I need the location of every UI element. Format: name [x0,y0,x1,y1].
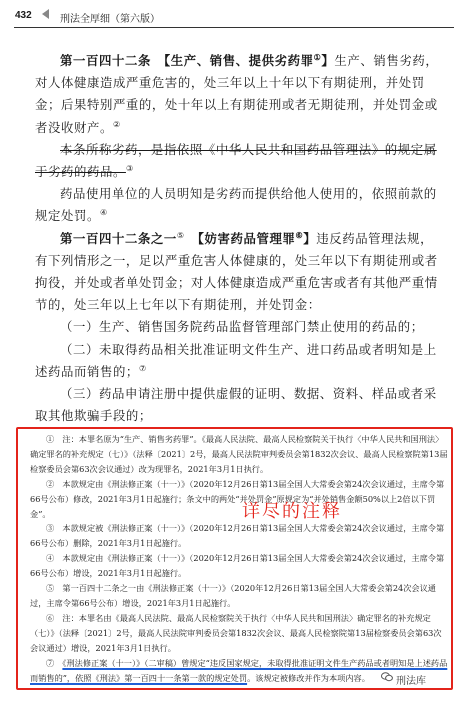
footnote-4: ④ 本款规定由《刑法修正案（十一）》（2020年12月26日第13届全国人大常委会第24次会议通过，主席令第66号公布）增设，2021年3月1日起施行。 [30,553,445,579]
item-1: （一）生产、销售国务院药品监督管理部门禁止使用的药品的； [60,319,424,335]
watermark: 刑法库 [396,676,426,687]
article-142-para-3: 药品使用单位的人员明知是劣药而提供给他人使用的，依照前款的规定处罚。④ [35,186,437,224]
article-text: 生产、销售劣药，对人体健康造成严重危害的，处三年以上十年以下有期徒刑，并处罚金；后果特别严重的，处十年以上有期徒刑或者无期徒刑，并处罚金或者没收财产。 [35,53,439,135]
statute-body [35,50,440,427]
footnote-ref: ⑤ [176,230,185,240]
footnote-2: ② 本款规定由《刑法修正案（十一）》（2020年12月26日第13届全国人大常委会第24次会议通过，主席令第66号公布）修改，2021年3月1日起施行；条文中的两处“并处罚金”原规定为“并处销售金额50%以上2倍以下罚金”。 [30,478,445,519]
article-number: 第一百四十二条之一 [60,230,177,246]
crime-name: 【生产、销售、提供劣药罪①】 [163,52,335,68]
page-number: 432 [15,10,32,21]
wechat-icon [381,672,393,682]
footnote-ref: ③ [125,164,134,174]
item-3: （三）药品申请注册中提供虚假的证明、数据、资料、样品或者采取其他欺骗手段的； [35,386,437,424]
page-header [0,0,464,28]
footnotes [30,432,448,685]
footnote-ref: ⑦ [138,363,147,373]
header-divider [14,27,454,28]
article-number: 第一百四十二条 [60,53,151,68]
footnote-3: ③ 本款规定被《刑法修正案（十一）》（2020年12月26日第13届全国人大常委会第24次会议通过，主席令第66号公布）删除，2021年3月1日起施行。 [30,523,445,549]
crime-name: 【妨害药品管理罪⑥】 [197,229,317,246]
footnote-1: ① 注：本罪名原为“生产、销售劣药罪”。《最高人民法院、最高人民检察院关于执行〈中华人民共和国刑法〉确定罪名的补充规定（七）》（法释〔2021〕2号，最高人民法院审判委员会第1832次会议、最高人民检察院第13届检察委员会第63次会议通过）改为现罪名，2021年3月1日执行。 [30,434,448,474]
footnote-7: ⑦ 《刑法修正案（十一）》（二审稿）曾规定“违反国家规定，未取得批准证明文件生产药品或者明知是上述药品而销售的”，依照《刑法》第一百四十一条第一款的规定处罚。该规定被修改并作为本项内容。 [30,657,448,683]
footnote-5: ⑤ 第一百四十二条之一由《刑法修正案（十一）》（2020年12月26日第13届全国人大常委会第24次会议通过，主席令第66号公布）增设，2021年3月1日起施行。 [30,583,436,608]
footnote-ref: ④ [99,208,108,218]
footnote-6: ⑥ 注：本罪名由《最高人民法院、最高人民检察院关于执行〈中华人民共和国刑法〉确定罪名的补充规定（七）》（法释〔2021〕2号，最高人民法院审判委员会第1832次会议、最高人民检察院第13届检察委员会第63次会议通过）增设，2021年3月1日执行。 [30,612,442,653]
article-142-1-para-1: 第一百四十二条之一⑤ 【妨害药品管理罪⑥】违反药品管理法规，有下列情形之一，足以严重危害人体健康的，处三年以下有期徒刑或者拘役，并处或者单处罚金；对人体健康造成严重危害或者有其他严重情节的，处三年以上七年以下有期徒刑，并处罚金： [35,229,438,313]
article-142-para-1 [35,50,440,139]
struck-text: 本条所称劣药，是指依照《中华人民共和国药品管理法》的规定属于劣药的药品。 [35,141,437,180]
footnote-ref: ② [112,119,121,129]
item-2: （二）未取得药品相关批准证明文件生产、进口药品或者明知是上述药品而销售的；⑦ [35,341,437,379]
book-title: 刑法全厚细（第六版） [60,14,160,25]
article-142-para-2-deleted [35,139,440,183]
underlined-passage: 《刑法修正案（十一）》（二审稿）曾规定“违反国家规定，未取得批准证明文件生产药品或者明知是上述药品而销售的”，依照《刑法》第一百四十一条第一款的规定处罚 [30,657,448,683]
annotation-label: 详尽的注释 [242,501,342,522]
triangle-left-icon [42,9,49,19]
